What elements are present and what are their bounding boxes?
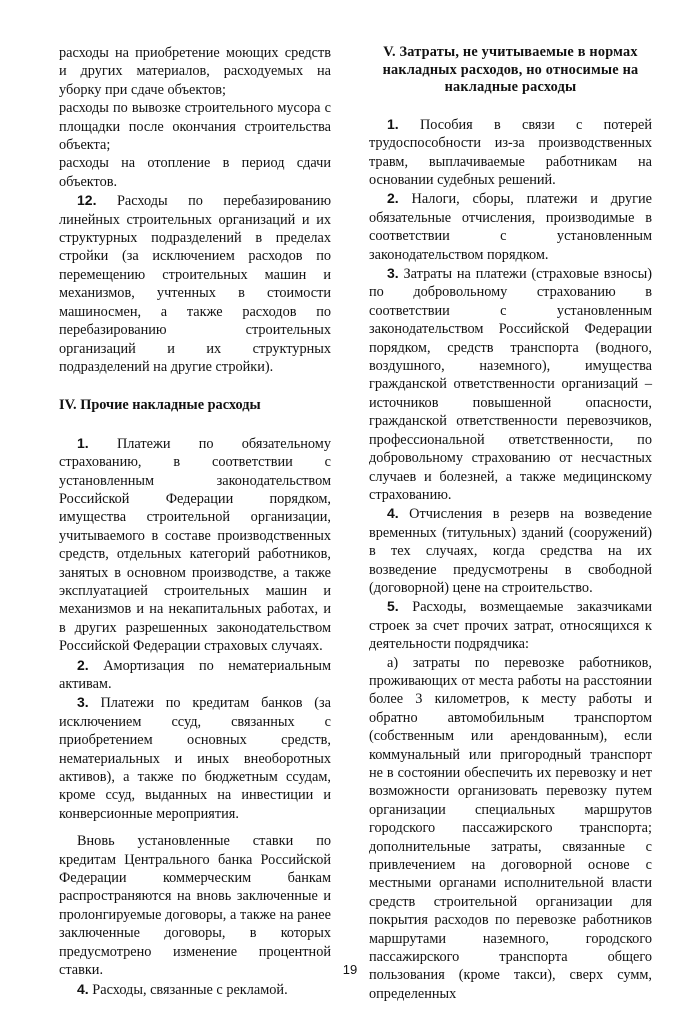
- item-12-number: 12.: [77, 192, 97, 209]
- item-12: [59, 191, 331, 376]
- section-v-item-4: [369, 504, 652, 597]
- item-number: 1.: [77, 434, 89, 451]
- section-v-item-2: [369, 189, 652, 264]
- section-v-subitem-a: а) затраты по перевозке работников, проживающих от места работы на расстоянии более 3 километров, к месту работы и обратно автомобильным транспортом (собственным или арендованным), если коммунальный или пригородный транспорт не в состоянии обеспечить их перевозку и нет возможности организовать перевозку путем организации специальных маршрутов городского пассажирского транспорта; дополнительные затраты, связанные с привлечением на договорной основе с местными органами исполнительной власти средств строительной организации для покрытия расходов по перевозке работников маршрутами наземного, городского пассажирского транспорта общего пользования (кроме такси), сверх сумм, определенных: [369, 654, 652, 1002]
- item-text: Расходы, возмещаемые заказчиками строек за счет прочих затрат, относящихся к деятельности подрядчика:: [369, 599, 652, 653]
- item-text: Платежи по кредитам банков (за исключением ссуд, связанных с приобретением основных средств, нематериальных и иных внеоборотных активов), а также по бюджетным ссудам, кроме ссуд, выданных на инвестиции и конверсионные мероприятия.: [59, 695, 331, 822]
- item-number: 1.: [387, 115, 399, 132]
- section-v-item-3: [369, 264, 652, 504]
- section-iv-title: IV. Прочие накладные расходы: [59, 397, 261, 414]
- item-text: Платежи по обязательному страхованию, в соответствии с установленным законодательством Российской Федерации порядком, имущества строительной организации, учитываемого в составе производственных средств, отдельных категорий работников, занятых в основном производстве, а также эксплуатацией строительных машин и механизмов и на некапитальных работах, и в других разрешенных законодательством Российской Федерации страховых случаях.: [59, 435, 332, 655]
- item-number: 3.: [77, 694, 89, 711]
- paragraph-cleaning-materials: расходы на приобретение моющих средств и других материалов, расходуемых на уборку при сдаче объектов;: [59, 45, 331, 98]
- section-v-item-5: [369, 597, 652, 653]
- section-iv-item-2: [59, 656, 331, 694]
- page-number: 19: [342, 962, 358, 977]
- section-v-title: V. Затраты, не учитываемые в нормах накладных расходов, но относимые на накладные расходы: [382, 44, 639, 96]
- item-number: 2.: [77, 656, 89, 673]
- section-iv-item-3: [59, 693, 331, 823]
- section-v-item-1: [369, 115, 652, 190]
- item-number: 2.: [387, 190, 399, 207]
- item-number: 4.: [387, 505, 399, 522]
- section-iv-item-1: [59, 434, 331, 656]
- item-text: Расходы, связанные с рекламой.: [92, 981, 288, 998]
- item-number: 4.: [77, 980, 89, 997]
- right-column: [369, 44, 652, 1003]
- section-iv-item-4: [59, 980, 331, 999]
- item-12-text: Расходы по перебазированию линейных строительных организаций и их структурных подразделений в пределах стройки (за исключением расходов по перемещению строительных машин и механизмов, учтенных в стоимости машиносмен, а также расходов по перебазированию строительных организаций и их структурных подразделений на другие стройки).: [59, 193, 332, 375]
- paragraph-gap: [59, 823, 331, 832]
- paragraph-debris-removal: расходы по вывозке строительного мусора с площадки после окончания строительства объекта;: [59, 100, 331, 154]
- item-text: Затраты на платежи (страховые взносы) по добровольному страхованию в соответствии с установленным законодательством Российской Федерации порядком, средств транспорта (водного, воздушного, наземного), имущества гражданской ответственности организаций – источников повышенной опасности, гражданской ответственности перевозчиков, профессиональной ответственности, по добровольному страхованию от несчастных случаев и болезней, а также медицинскому страхованию.: [369, 266, 652, 503]
- paragraph-heating: расходы на отопление в период сдачи объектов.: [59, 155, 331, 190]
- left-column: [59, 44, 331, 999]
- item-text: Амортизация по нематериальным активам.: [59, 657, 332, 692]
- item-text: Пособия в связи с потерей трудоспособности из-за производственных травм, выплачиваемые работникам на основании судебных решений.: [369, 116, 652, 188]
- item-text: Налоги, сборы, платежи и другие обязательные отчисления, производимые в соответствии с установленным законодательством порядком.: [369, 191, 653, 263]
- item-number: 5.: [387, 598, 399, 615]
- item-number: 3.: [387, 265, 399, 282]
- item-text: Отчисления в резерв на возведение временных (титульных) зданий (сооружений) в тех случаях, когда средства на их возведение предусмотрены в свободной (договорной) цене на строительство.: [369, 506, 652, 596]
- paragraph-credit-rates-note: Вновь установленные ставки по кредитам Центрального банка Российской Федерации коммерческим банкам распространяются на вновь заключенные и пролонгируемые договоры, а также на ранее заключенные договоры, в которых предусмотрено изменение процентной ставки.: [59, 833, 331, 979]
